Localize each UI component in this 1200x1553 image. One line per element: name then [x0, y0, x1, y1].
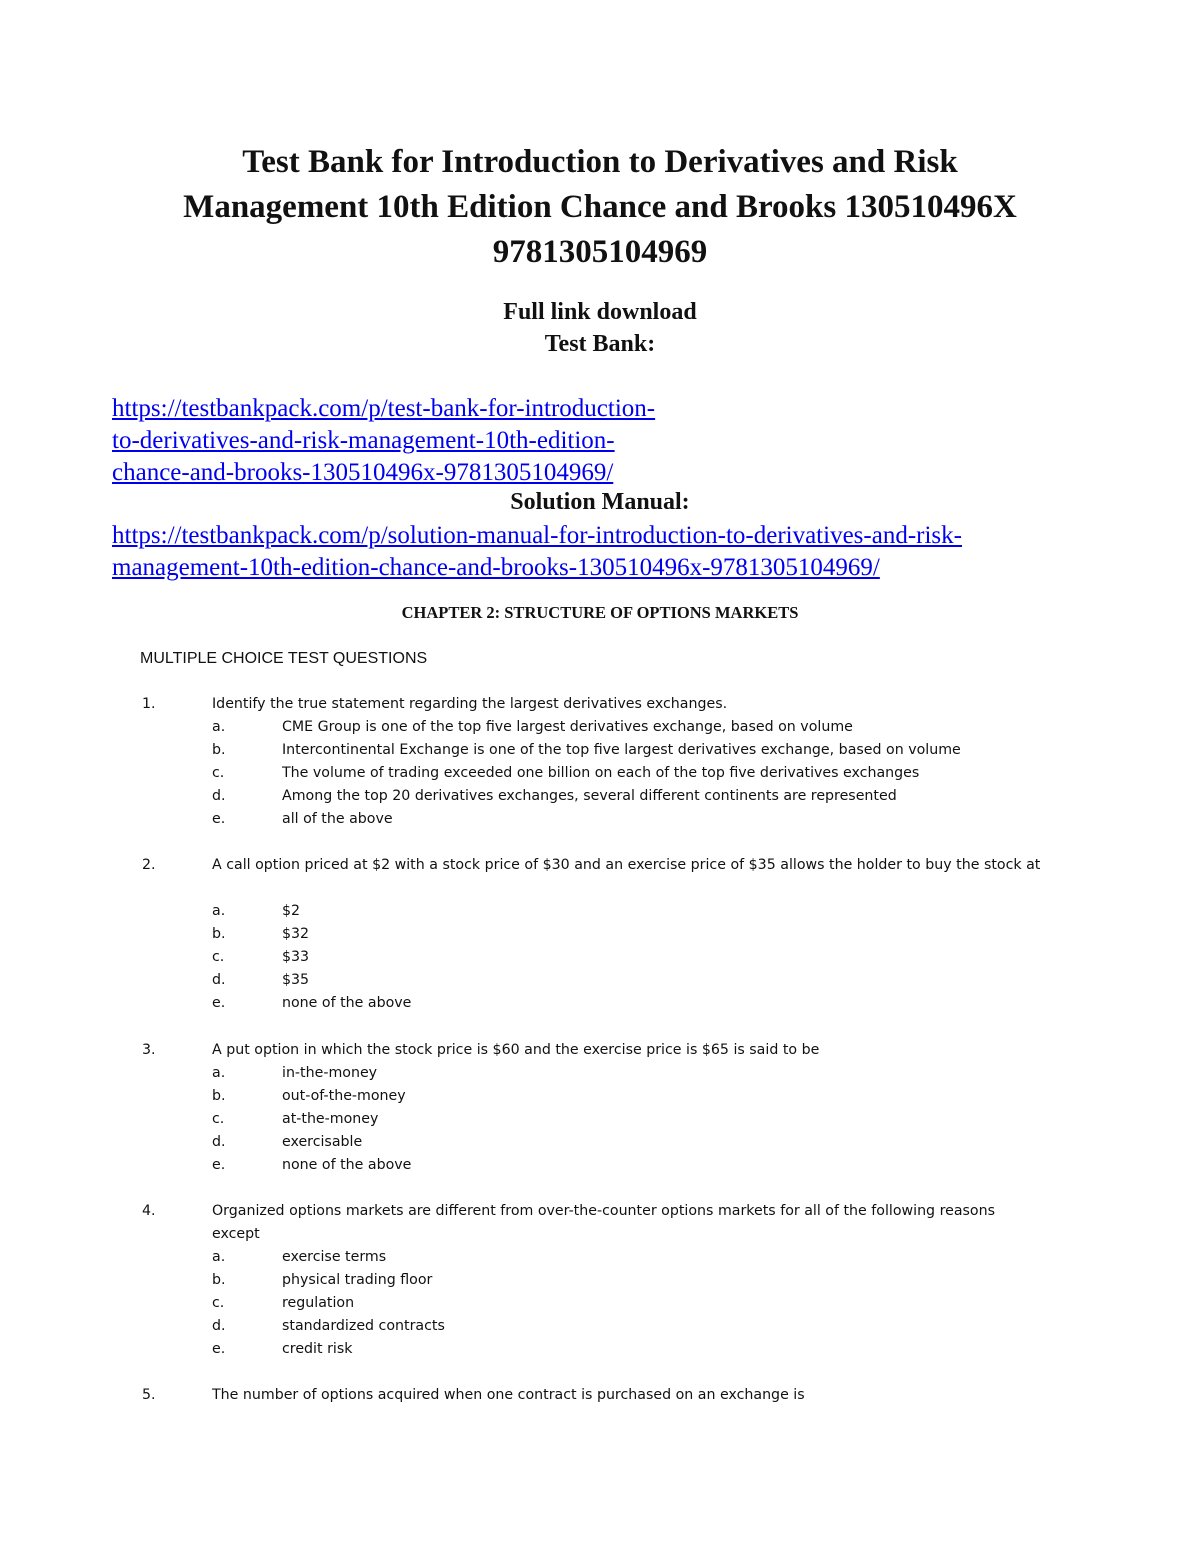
option-text: physical trading floor: [282, 1272, 433, 1288]
question-number: 1.: [142, 696, 156, 712]
title-line: Management 10th Edition Chance and Brooks 130510496X: [183, 189, 1017, 225]
option-letter: e.: [212, 811, 226, 827]
option-letter: d.: [212, 788, 226, 804]
option-text: none of the above: [282, 995, 412, 1011]
option-letter: a.: [212, 1065, 226, 1081]
option-letter: e.: [212, 995, 226, 1011]
question-text: A call option priced at $2 with a stock price of $30 and an exercise price of $35 allows the holder to buy the stock at: [212, 857, 1041, 873]
option-text: standardized contracts: [282, 1318, 445, 1334]
solution-manual-link[interactable]: [112, 520, 962, 584]
question-number: 2.: [142, 857, 156, 873]
test-bank-link-line: https://testbankpack.com/p/test-bank-for-introduction-: [112, 395, 656, 422]
option-letter: b.: [212, 1272, 226, 1288]
option-text: exercisable: [282, 1134, 363, 1150]
test-bank-label: Test Bank:: [544, 331, 656, 357]
option-text: Intercontinental Exchange is one of the top five largest derivatives exchange, based on volume: [282, 742, 961, 758]
solution-manual-label: Solution Manual:: [510, 489, 690, 515]
option-letter: d.: [212, 972, 226, 988]
solution-manual-link-line: https://testbankpack.com/p/solution-manual-for-introduction-to-derivatives-and-risk-: [112, 522, 962, 549]
option-letter: c.: [212, 1111, 225, 1127]
question-number: 5.: [142, 1387, 156, 1403]
option-text: $35: [282, 972, 310, 988]
test-bank-link-line: chance-and-brooks-130510496x-9781305104969/: [112, 459, 614, 486]
title-line: 9781305104969: [492, 234, 708, 270]
option-text: Among the top 20 derivatives exchanges, several different continents are represented: [282, 788, 897, 804]
question-text: Organized options markets are different from over-the-counter options markets for all of the following reasons except: [212, 1203, 995, 1242]
option-letter: e.: [212, 1157, 226, 1173]
option-text: $33: [282, 949, 310, 965]
option-letter: d.: [212, 1134, 226, 1150]
option-text: in-the-money: [282, 1065, 378, 1081]
full-link-label: Full link download: [503, 299, 697, 325]
question-number: 3.: [142, 1042, 156, 1058]
option-text: all of the above: [282, 811, 393, 827]
option-text: credit risk: [282, 1341, 353, 1357]
option-text: $2: [282, 903, 301, 919]
option-text: out-of-the-money: [282, 1088, 406, 1104]
option-text: none of the above: [282, 1157, 412, 1173]
option-letter: a.: [212, 719, 226, 735]
test-bank-link[interactable]: [112, 393, 655, 489]
option-text: $32: [282, 926, 310, 942]
test-bank-link-line: to-derivatives-and-risk-management-10th-edition-: [112, 427, 615, 454]
question-text: The number of options acquired when one contract is purchased on an exchange is: [212, 1387, 805, 1403]
option-letter: b.: [212, 1088, 226, 1104]
option-letter: c.: [212, 1295, 225, 1311]
question-number: 4.: [142, 1203, 156, 1219]
section-label: MULTIPLE CHOICE TEST QUESTIONS: [140, 650, 428, 667]
option-text: The volume of trading exceeded one billion on each of the top five derivatives exchanges: [282, 765, 920, 781]
chapter-heading: CHAPTER 2: STRUCTURE OF OPTIONS MARKETS: [401, 603, 799, 622]
option-text: at-the-money: [282, 1111, 379, 1127]
option-text: CME Group is one of the top five largest derivatives exchange, based on volume: [282, 719, 853, 735]
document-title: [100, 140, 1100, 275]
solution-manual-link-line: management-10th-edition-chance-and-brooks-130510496x-9781305104969/: [112, 554, 880, 581]
option-letter: d.: [212, 1318, 226, 1334]
question-text: Identify the true statement regarding the largest derivatives exchanges.: [212, 696, 728, 712]
option-letter: b.: [212, 926, 226, 942]
option-letter: b.: [212, 742, 226, 758]
title-line: Test Bank for Introduction to Derivatives and Risk: [242, 144, 958, 180]
option-text: regulation: [282, 1295, 355, 1311]
option-letter: a.: [212, 903, 226, 919]
option-letter: c.: [212, 765, 225, 781]
question-text: A put option in which the stock price is $60 and the exercise price is $65 is said to be: [212, 1042, 820, 1058]
option-letter: e.: [212, 1341, 226, 1357]
option-text: exercise terms: [282, 1249, 387, 1265]
option-letter: c.: [212, 949, 225, 965]
option-letter: a.: [212, 1249, 226, 1265]
